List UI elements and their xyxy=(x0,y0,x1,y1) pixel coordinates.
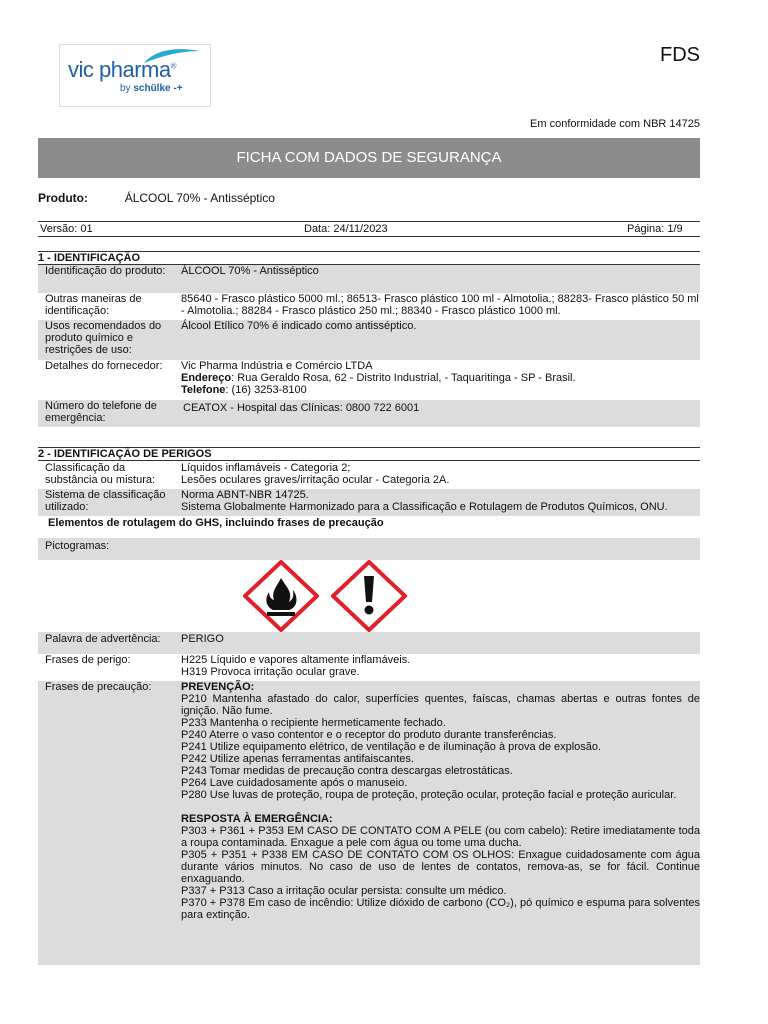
row-value: CEATOX - Hospital das Clínicas: 0800 722 6001 xyxy=(183,402,420,414)
row-value: Álcool Etílico 70% é indicado como antisséptico. xyxy=(181,320,417,332)
statement: P240 Aterre o vaso contentor e o receptor do produto durante transferências. xyxy=(181,729,557,741)
conformity-note: Em conformidade com NBR 14725 xyxy=(530,118,700,130)
row-label: Outras maneiras de identificação: xyxy=(45,293,142,317)
date: Data: 24/11/2023 xyxy=(304,223,388,235)
address: Endereço: Rua Geraldo Rosa, 62 - Distrito Industrial, - Taquaritinga - SP - Brasil. xyxy=(181,372,576,384)
table-row xyxy=(38,293,700,320)
page-number: Página: 1/9 xyxy=(627,223,683,235)
product-name: ÁLCOOL 70% - Antisséptico xyxy=(124,191,275,205)
logo-subtext: by schülke -+ xyxy=(120,83,183,94)
table-row xyxy=(38,400,700,427)
statement: P241 Utilize equipamento elétrico, de ventilação e de iluminação à prova de explosão. xyxy=(181,741,602,753)
row-value: Líquidos inflamáveis - Categoria 2; Lesões oculares graves/irritação ocular - Categoria 2A. xyxy=(181,462,450,486)
statement: P210 Mantenha afastado do calor, superfícies quentes, faíscas, chamas abertas e outras fontes de ignição. Não fume. xyxy=(181,693,700,717)
table-row xyxy=(38,360,700,400)
statement: P370 + P378 Em caso de incêndio: Utilize dióxido de carbono (CO₂), pó químico e espuma para solventes para extinção. xyxy=(181,897,700,921)
row-label: Usos recomendados do produto químico e restrições de uso: xyxy=(45,320,162,356)
table-row xyxy=(38,489,700,516)
prevention-title: PREVENÇÃO: xyxy=(181,681,255,693)
company-name: Vic Pharma Indústria e Comércio LTDA xyxy=(181,360,373,372)
row-label: Pictogramas: xyxy=(45,540,110,552)
version: Versão: 01 xyxy=(40,223,93,235)
row-label: Frases de precaução: xyxy=(45,681,152,693)
row-label: Frases de perigo: xyxy=(45,654,131,666)
company-logo xyxy=(59,44,211,107)
hazard-statements: H225 Líquido e vapores altamente inflamáveis. H319 Provoca irritação ocular grave. xyxy=(181,654,411,678)
exclamation-pictogram-icon xyxy=(331,560,407,632)
statement: P242 Utilize apenas ferramentas antifaiscantes. xyxy=(181,753,414,765)
statement: P233 Mantenha o recipiente hermeticamente fechado. xyxy=(181,717,446,729)
flame-pictogram-icon xyxy=(243,560,319,632)
divider xyxy=(38,221,700,222)
statement: P243 Tomar medidas de precaução contra descargas eletrostáticas. xyxy=(181,765,513,777)
row-label: Classificação da substância ou mistura: xyxy=(45,462,156,486)
statement: P280 Use luvas de proteção, roupa de proteção, proteção ocular, proteção facial e proteção auricular. xyxy=(181,789,677,801)
statement: P337 + P313 Caso a irritação ocular persista: consulte um médico. xyxy=(181,885,507,897)
table-row xyxy=(38,462,700,489)
table-row xyxy=(38,681,700,965)
table-row xyxy=(38,654,700,681)
row-label: Sistema de classificação utilizado: xyxy=(45,489,166,513)
signal-word: PERIGO xyxy=(181,633,224,645)
product-label: Produto: xyxy=(38,191,88,205)
statement: P264 Lave cuidadosamente após o manuseio. xyxy=(181,777,408,789)
divider xyxy=(38,236,700,237)
table-row xyxy=(38,632,700,654)
document-title: FICHA COM DADOS DE SEGURANÇA xyxy=(38,138,700,178)
table-row xyxy=(38,538,700,560)
statement: P305 + P351 + P338 EM CASO DE CONTATO COM OS OLHOS: Enxague cuidadosamente com água durante vários minutos. No caso de uso de lentes de contatos, remova-as, se for fácil. Continue enxaguando. xyxy=(181,849,700,885)
document-type: FDS xyxy=(660,44,700,66)
row-label: Palavra de advertência: xyxy=(45,633,161,645)
response-title: RESPOSTA À EMERGÊNCIA: xyxy=(181,813,333,825)
product-line xyxy=(38,191,275,205)
row-label: Número do telefone de emergência: xyxy=(45,400,157,424)
precautionary-statements xyxy=(181,681,700,921)
row-label: Identificação do produto: xyxy=(45,265,166,277)
section-1-title: 1 - IDENTIFICAÇÃO xyxy=(38,252,141,264)
row-value: Norma ABNT-NBR 14725. Sistema Globalmente Harmonizado para a Classificação e Rotulagem de Produtos Químicos, ONU. xyxy=(181,489,668,513)
row-label: Detalhes do fornecedor: xyxy=(45,360,163,372)
row-value: 85640 - Frasco plástico 5000 ml.; 86513- Frasco plástico 100 ml - Almotolia.; 88283- Frasco plástico 50 ml - Almotolia.; 88284 - Frasco plástico 250 ml.; 88340 - Frasco plástico 1000 ml. xyxy=(181,293,699,317)
divider xyxy=(38,460,700,461)
supplier-details xyxy=(181,360,700,396)
row-value: ÁLCOOL 70% - Antisséptico xyxy=(181,265,319,277)
table-row xyxy=(38,265,700,293)
table-row xyxy=(38,320,700,360)
ghs-elements-title: Elementos de rotulagem do GHS, incluindo frases de precaução xyxy=(48,517,384,529)
logo-text: vic pharma® xyxy=(68,57,176,82)
section-2-title: 2 - IDENTIFICAÇÃO DE PERIGOS xyxy=(38,448,212,460)
statement: P303 + P361 + P353 EM CASO DE CONTATO COM A PELE (ou com cabelo): Retire imediatamente toda a roupa contaminada. Enxague a pele com água ou tome uma ducha. xyxy=(181,825,700,849)
phone: Telefone: (16) 3253-8100 xyxy=(181,384,307,396)
